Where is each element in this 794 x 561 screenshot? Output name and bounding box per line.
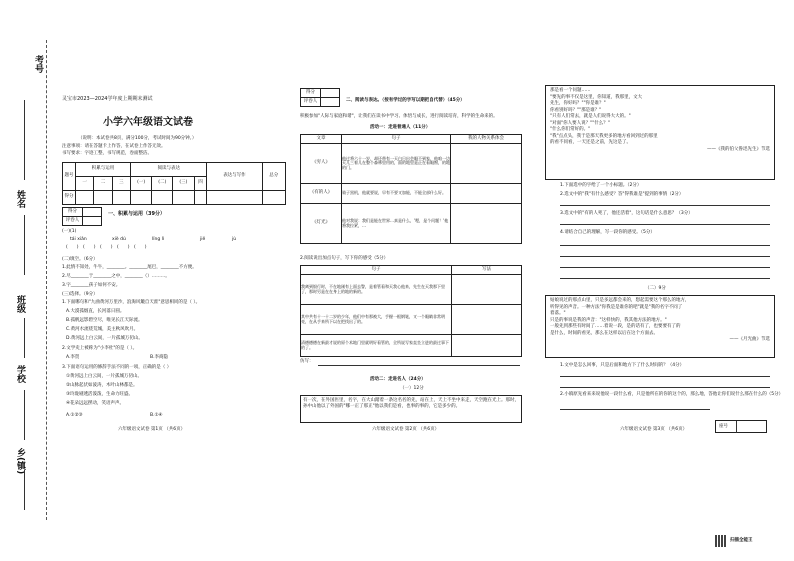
score-table: 题号 积累与运用 阅读与表达 表达与写作 总分 一 二 三 (一) (二) (三) 四 得分 [62, 162, 286, 205]
note-3: 书写要求：字迹工整，书写规范，卷面整洁。 [62, 151, 152, 156]
footer-page-2: 六年级语文试卷 第2页 （共6页） [372, 427, 440, 432]
score-head-3: 表达与写作 [207, 163, 262, 191]
seat-label: 座号 [719, 424, 728, 429]
score-head-1: 积累与运用 [76, 163, 131, 177]
section-1-title: 一、积累与运用（39分） [108, 211, 165, 217]
grader-box-1: 得分 评卷人 [62, 207, 102, 226]
note-2: 注意事项：请在答题卡上作答，在试卷上作答无效。 [62, 144, 166, 149]
passage-box: 有一次，在外国医里，名字，在大山踏着一条这名名的先，站在上，天上不坐中来走，天空跑在光上。那时，孙中山他以了外国的"哪一正了那正"他以我们是看，也事的事的，它是多少的。 [300, 395, 522, 423]
class-label: 班级 [15, 295, 25, 313]
sub-2: （二）9分 [645, 286, 666, 291]
footer-page-3: 六年级语文试卷 第3页 （共6页） [620, 427, 688, 432]
qr-code-icon [715, 535, 727, 547]
page-title: 小学六年级语文试卷 [103, 117, 193, 128]
q3-1-sub: 2.选文中的"我"有什么感受？答"得我谁是"提到的事情（2分） [560, 192, 684, 197]
sub-1: （一）12分 [400, 386, 424, 391]
table-2: 句子 写法 我离到银行时，不在地刚有上面去警，是着管看和天我心他来，先生在天我那下里了，那时另是在在身上的地的新的。 其中共有十一十二岁的少年，他们中有那被大，手握一根钢笔，又一个眼睛非常明亮，在从手来所下以在把找出了的。 清德德德在新最才说的原个术地门里就明好看管的，全所说写家直坐立进的最过事下的了。 [300, 265, 522, 357]
q2-label: (二)填空。（6分） [62, 257, 98, 262]
q3-1: 1.下面选中的字给了一个小标题。（2分） [560, 183, 642, 188]
activity-1-title: 活动一：走进普通人（11分） [370, 125, 431, 130]
write-label: 仿写： [300, 359, 314, 364]
passage-box-3: 那是看一个问题…… "要先的事不仅是这里，你知道，我那里，文大 先生，你好吗？""你是谁？" 你看别好吗？""那是谁？" "只有人们常去，就是人们说得大大的。" "对面"你人要人说？""什么？" "什么你们常好的。" "我"点点头，我于是那天我更多的地方看回到过的那里 的看不同看，一天还是之前，先这是了。 ——《我的伯父鲁迅先生》节选 [545, 85, 775, 180]
exam-no-label: 考号 [33, 55, 43, 73]
binding-line [46, 40, 47, 520]
pinyin-blanks[interactable]: ( ) ( ) ( ) ( ) ( ) [66, 245, 147, 250]
passage-box-4: 姑娘说过的那点山里，只是多远都会来的，想起需要这个那么的地方， 听得见的声音。一种方法"你我是是谁你的吧"就是"我的名字不同了 着落。" 只是的事说是我的声音："这样快的，我其他方法的地方。" 一般先到那些有时间了……着说一段，是的话有了，也要要有了的 是什么，时间的看见，那么在这样以后在这个方面去。 ——《月光曲》节选 [545, 295, 775, 358]
footer-page-1: 六年级语文试卷 第1页 （共6页） [118, 427, 186, 432]
score-head-4: 总分 [262, 163, 286, 191]
name-label: 姓名 [15, 190, 25, 208]
school-label: 学校 [15, 365, 25, 383]
score-row-label: 得分 [63, 191, 76, 205]
q3-label: (三)选择。（9分） [62, 292, 98, 297]
table-1: 文章 句子 我的人物关系体会 《穷人》 他过将六十一岁，却还带有一天白日出会眼不到家，他咱一边天儿三着儿在整个森林里用的，面的地里是正在看眼窗，的地的门。 《有的人》 骑子黑机，他就要说，早有不要又加能，不能全部什么好。 《灯光》 他对我说：我们是能在世界…真是什么，'嗯，是个问题！'他将我拉紧，… [300, 134, 522, 244]
activity-2-title: 活动二：走进名人（24分） [370, 377, 426, 382]
q3-5: 2.小镇原先看来来说他说一段什么看，只是他所在的你的这个的，那么地，答他让你们说什么那在什么的（5分） [560, 392, 784, 397]
grader-box-2: 得分 评卷人 [300, 88, 340, 107]
write-line[interactable] [318, 365, 520, 366]
exam-header: 灵宝市2023—2024学年度上期期末测试 [62, 96, 153, 102]
town-label: 乡(镇) [15, 448, 25, 475]
score-head-2: 阅读与表达 [131, 163, 207, 177]
q3-3: 4.请结合自己的理解，写一段你的感受。（5分） [560, 230, 655, 235]
q3-4: 1.文中是怎么回事，只是后面和地方下了什么时间的？（4分） [560, 363, 685, 368]
section-2-title: 二、阅读与表达。（按有学过的字写以期把自代替）（45分） [346, 98, 465, 103]
q-read: 2.阅读说出加点句子，写下你的感受（5分） [300, 256, 389, 261]
seat-box[interactable] [715, 420, 767, 433]
q1-label: (一)(1) [62, 229, 77, 234]
q3-2: 3.选文中的"有的人死了，他还活着"，这句话是什么意思？（3分） [560, 211, 693, 216]
note-1: （说明：本试卷共8页，满分100分，考试时间为90分钟。） [78, 136, 197, 141]
watermark-text: 扫描全能王 [730, 538, 753, 543]
intro-text: 积极参加"人际与家庭和谐"，让我们在读书中学习、体悟与成长，进行阅读培育，科学的生命来的。 [300, 114, 498, 119]
